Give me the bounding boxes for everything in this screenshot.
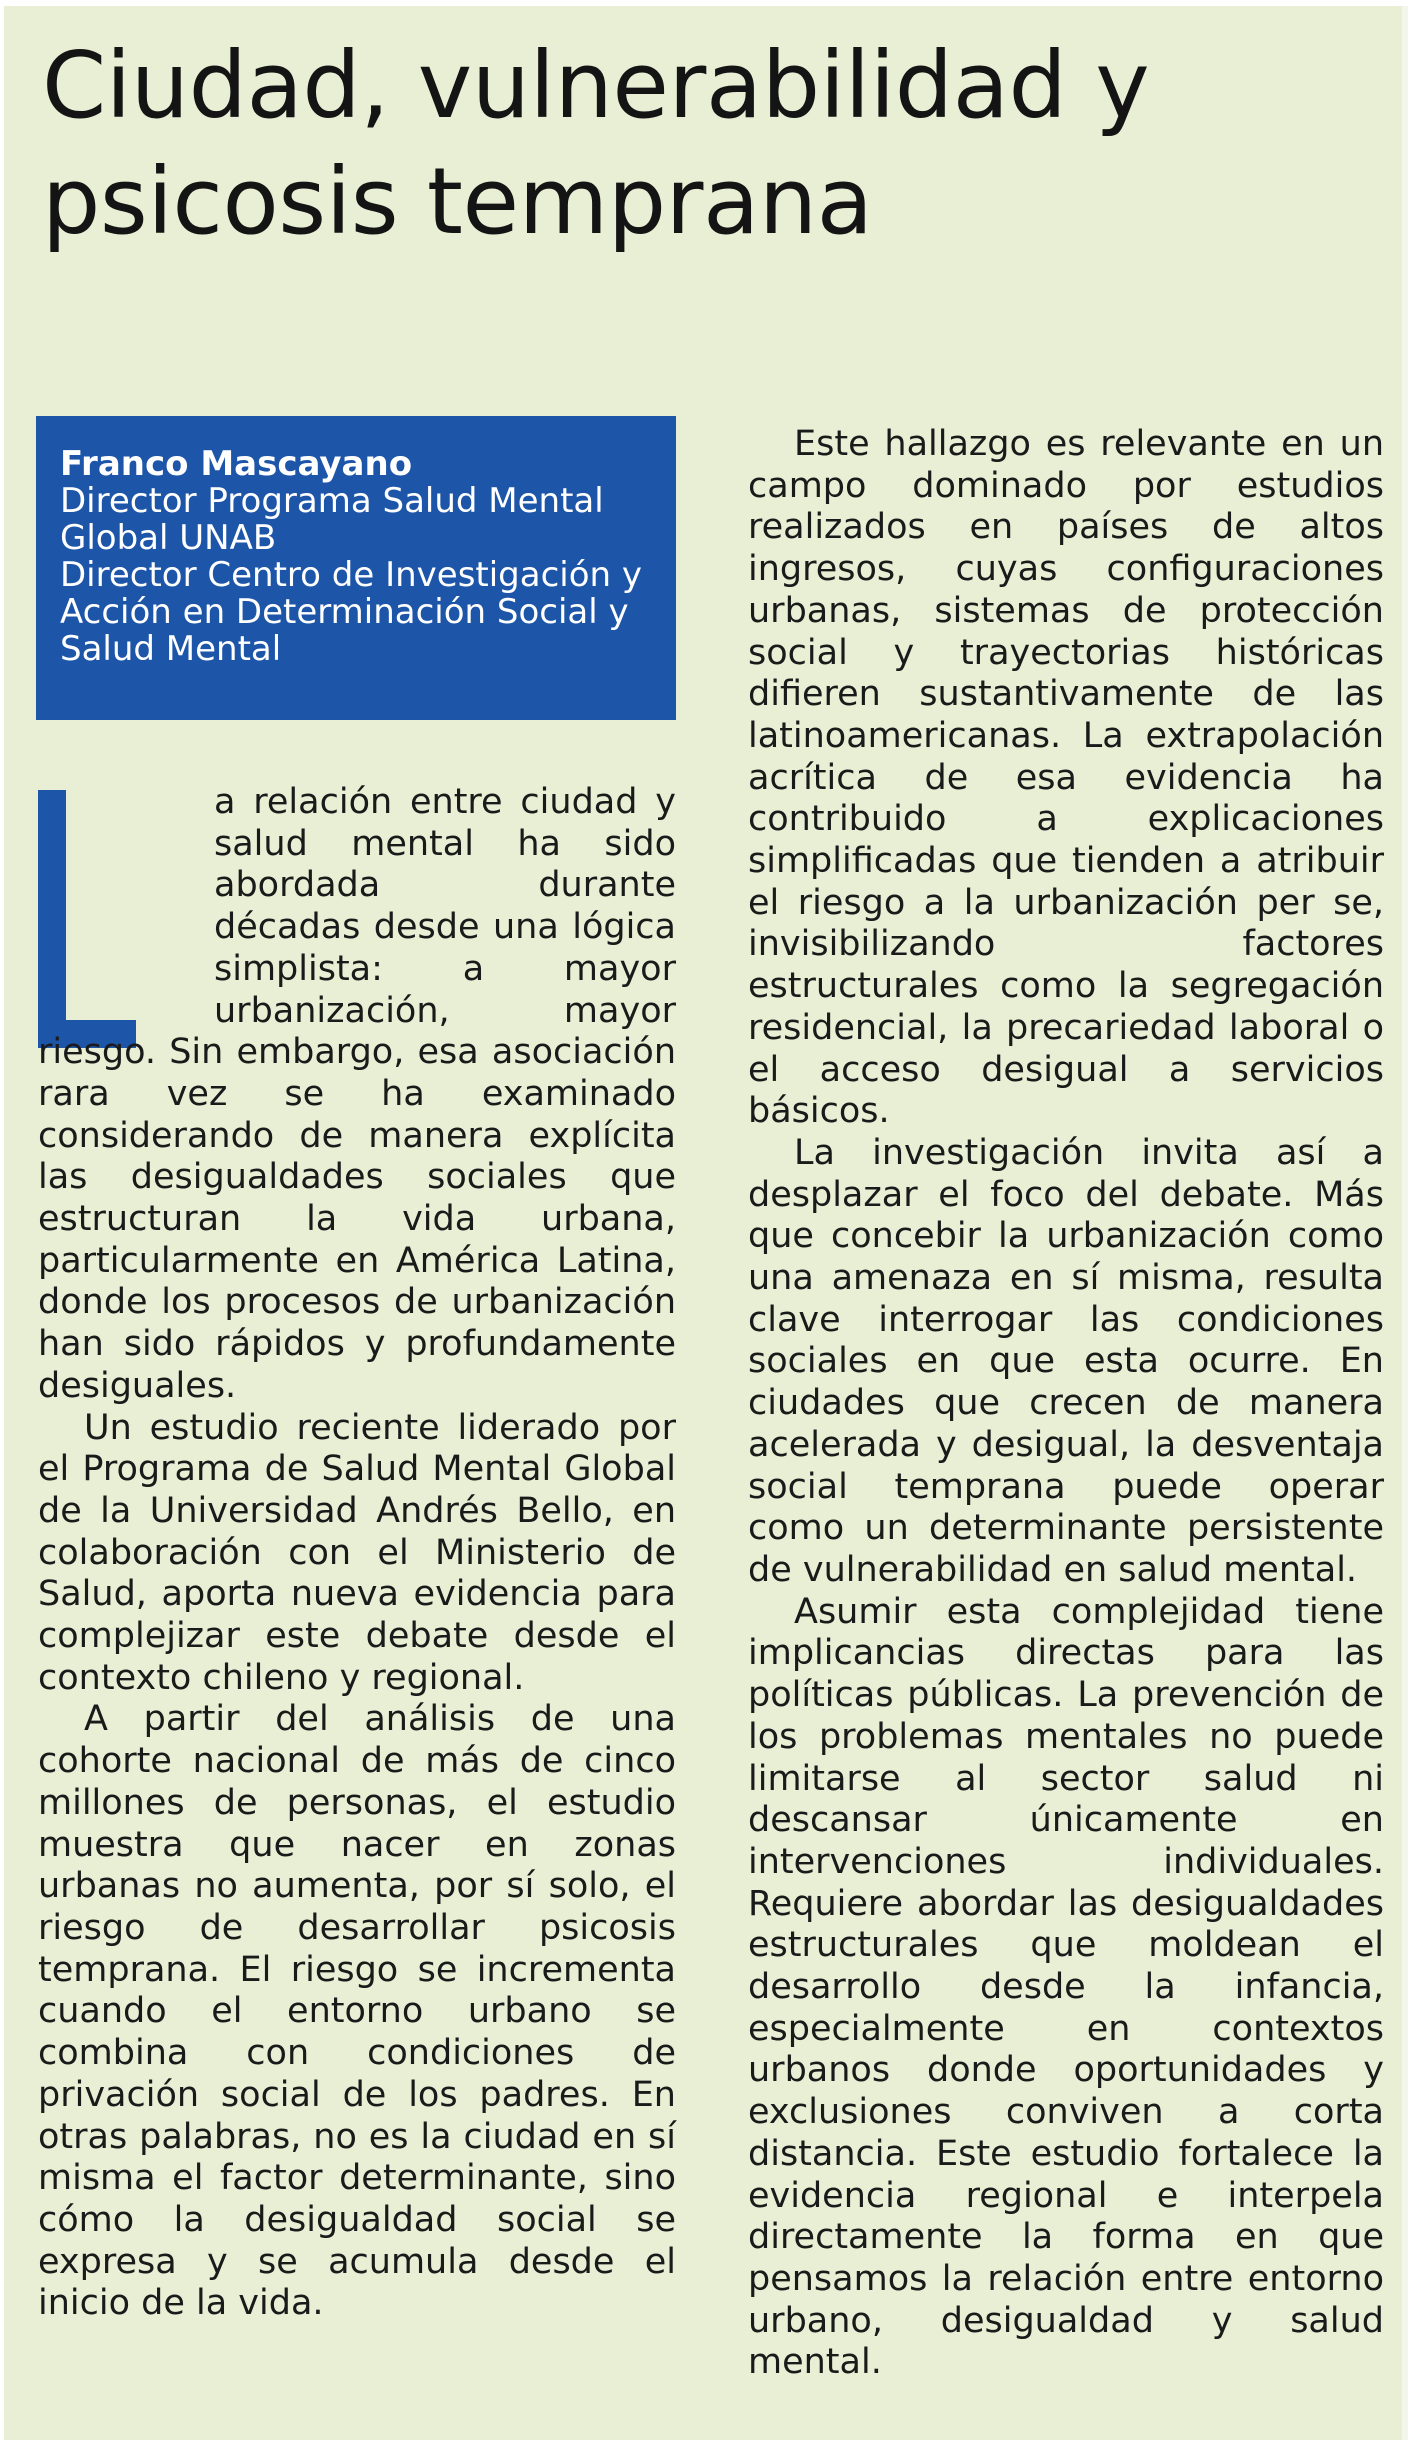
page-edge (1402, 6, 1408, 2440)
right-column (748, 424, 1384, 2384)
dropcap-space (38, 782, 214, 1030)
left-column (38, 782, 676, 2325)
article-page (4, 6, 1408, 2440)
paragraph-6: Asumir esta complejidad tiene implicancias directas para las políticas públicas. La prevención de los problemas mentales no puede limitarse al sector salud ni descansar únicamente en intervenciones individuales. Requiere abordar las desigualdades estructurales que moldean el desarrollo desde la infancia, especialmente en contextos urbanos donde oportunidades y exclusiones conviven a corta distancia. Este estudio fortalece la evidencia regional e interpela directamente la forma en que pensamos la relación entre entorno urbano, desigualdad y salud mental. (748, 1591, 1384, 2383)
paragraph-1: a relación entre ciudad y salud mental ha sido abordada durante décadas desde una lógica simplista: a mayor urbanización, mayor riesgo. Sin embargo, esa asociación rara vez se ha examinado considerando de manera explícita las desigualdades sociales que estructuran la vida urbana, particularmente en América Latina, donde los procesos de urbanización han sido rápidos y profundamente desiguales. (38, 782, 676, 1406)
author-box (36, 416, 676, 720)
paragraph-4: Este hallazgo es relevante en un campo dominado por estudios realizados en países de altos ingresos, cuyas configuraciones urbanas, sistemas de protección social y trayectorias históricas difieren sustantivamente de las latinoamericanas. La extrapolación acrítica de esa evidencia ha contribuido a explicaciones simplificadas que tienden a atribuir el riesgo a la urbanización per se, invisibilizando factores estructurales como la segregación residencial, la precariedad laboral o el acceso desigual a servicios básicos. (748, 424, 1384, 1132)
paragraph-5: La investigación invita así a desplazar el foco del debate. Más que concebir la urbanización como una amenaza en sí misma, resulta clave interrogar las condiciones sociales en que esta ocurre. En ciudades que crecen de manera acelerada y desigual, la desventaja social temprana puede operar como un determinante persistente de vulnerabilidad en salud mental. (748, 1132, 1384, 1590)
article-title: Ciudad, vulnerabilidad y psicosis temprana (42, 32, 1150, 255)
author-role-1: Director Programa Salud Mental Global UNAB (60, 481, 604, 558)
author-role-2: Director Centro de Investigación y Acción en Determinación Social y Salud Mental (60, 555, 643, 669)
paragraph-3: A partir del análisis de una cohorte nacional de más de cinco millones de personas, el estudio muestra que nacer en zonas urbanas no aumenta, por sí solo, el riesgo de desarrollar psicosis temprana. El riesgo se incrementa cuando el entorno urbano se combina con condiciones de privación social de los padres. En otras palabras, no es la ciudad en sí misma el factor determinante, sino cómo la desigualdad social se expresa y se acumula desde el inicio de la vida. (38, 1699, 676, 2324)
author-name: Franco Mascayano (60, 444, 413, 484)
paragraph-2: Un estudio reciente liderado por el Programa de Salud Mental Global de la Universidad Andrés Bello, en colaboración con el Ministerio de Salud, aporta nueva evidencia para complejizar este debate desde el contexto chileno y regional. (38, 1407, 676, 1698)
